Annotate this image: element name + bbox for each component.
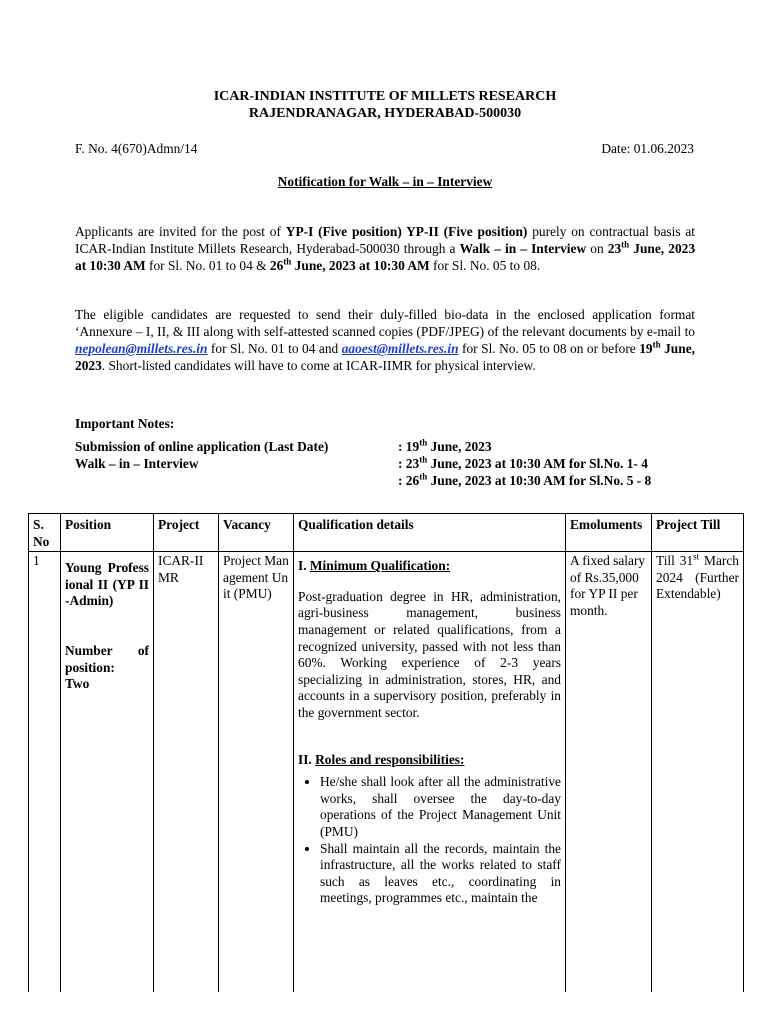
file-number: F. No. 4(670)Admn/14 (75, 141, 198, 156)
positions-table (28, 513, 744, 992)
important-notes-heading: Important Notes: (75, 416, 175, 431)
institute-address: RAJENDRANAGAR, HYDERABAD-500030 (248, 106, 522, 121)
header-qualification: Qualification details (294, 514, 566, 552)
row-emoluments: A fixed salary of Rs.35,000 for YP II per month. (566, 552, 652, 992)
table-header-row (29, 514, 744, 552)
header-position: Position (61, 514, 154, 552)
notice-date: Date: 01.06.2023 (601, 141, 694, 156)
notice-title: Notification for Walk – in – Interview (277, 174, 493, 189)
email-link-nepolean[interactable]: nepolean@millets.res.in (75, 341, 208, 356)
note-value-last-date: : 19th June, 2023 (398, 437, 492, 454)
list-item: • Shall maintain all the records, maintain the infrastructure, all the works related to staff such as leaves etc., coordinating in meetings, programmes etc., maintain the (320, 841, 561, 907)
table-row (29, 552, 744, 992)
list-item: • He/she shall look after all the administrative works, shall oversee the day-to-day operations of the Project Management Unit (PMU) (320, 774, 561, 840)
application-paragraph: The eligible candidates are requested to send their duly-filled bio-data in the enclosed application format ‘Annexure – I, II, & III along with self-attested scanned copies (PDF/JPEG) of the relevant documents by e-mail to nepolean@millets.res.in for Sl. No. 01 to 04 and aaoest@millets.res.in for Sl. No. 05 to 08 on or before 19th June, 2023. Short-listed candidates will have to come at ICAR-IIMR for physical interview. (75, 307, 695, 373)
position-title: Young Professional II (YP II-Admin) (65, 560, 149, 609)
row-sno: 1 (29, 552, 61, 992)
note-label-last-date: Submission of online application (Last Date) (75, 439, 329, 454)
header-till: Project Till (652, 514, 744, 552)
number-of-position-label: Number of position: (65, 642, 149, 675)
intro-paragraph: Applicants are invited for the post of YP-I (Five position) YP-II (Five position) purely on contractual basis at ICAR-Indian Institute Millets Research, Hyderabad-500030 through a Walk – in – Interview on 23th June, 2023 at 10:30 AM for Sl. No. 01 to 04 & 26th June, 2023 at 10:30 AM for Sl. No. 05 to 08. (75, 224, 696, 273)
min-qualification-heading: I. Minimum Qualification: (298, 558, 451, 574)
header-project: Project (154, 514, 219, 552)
roles-heading: II. Roles and responsibilities: (298, 751, 465, 767)
note-value-walk-in-1: : 23th June, 2023 at 10:30 AM for Sl.No. 1- 4 (398, 454, 648, 471)
note-value-walk-in-2: : 26th June, 2023 at 10:30 AM for Sl.No. 5 - 8 (398, 471, 652, 488)
row-project: ICAR-IIMR (154, 552, 219, 992)
header-vacancy: Vacancy (219, 514, 294, 552)
min-qualification-text: Post-graduation degree in HR, administration, agri-business management, business management or related qualifications, from a recognized university, passed with not less than 60%. Working experience of 2-3 years specializing in administration, stores, HR, and accounts in a supervisory position, preferably in the government sector. (298, 588, 561, 720)
email-link-aaoest[interactable]: aaoest@millets.res.in (341, 341, 459, 356)
header-emoluments: Emoluments (566, 514, 652, 552)
row-position (61, 552, 154, 992)
institute-name: ICAR-INDIAN INSTITUTE OF MILLETS RESEARCH (213, 89, 557, 104)
number-of-position-value: Two (65, 676, 90, 692)
row-till: Till 31st March 2024 (Further Extendable) (652, 552, 744, 992)
note-label-walk-in: Walk – in – Interview (75, 456, 199, 471)
header-sno: S. No (29, 514, 61, 552)
row-vacancy: Project Management Unit (PMU) (219, 552, 294, 992)
roles-list (298, 774, 561, 907)
row-qualification (294, 552, 566, 992)
